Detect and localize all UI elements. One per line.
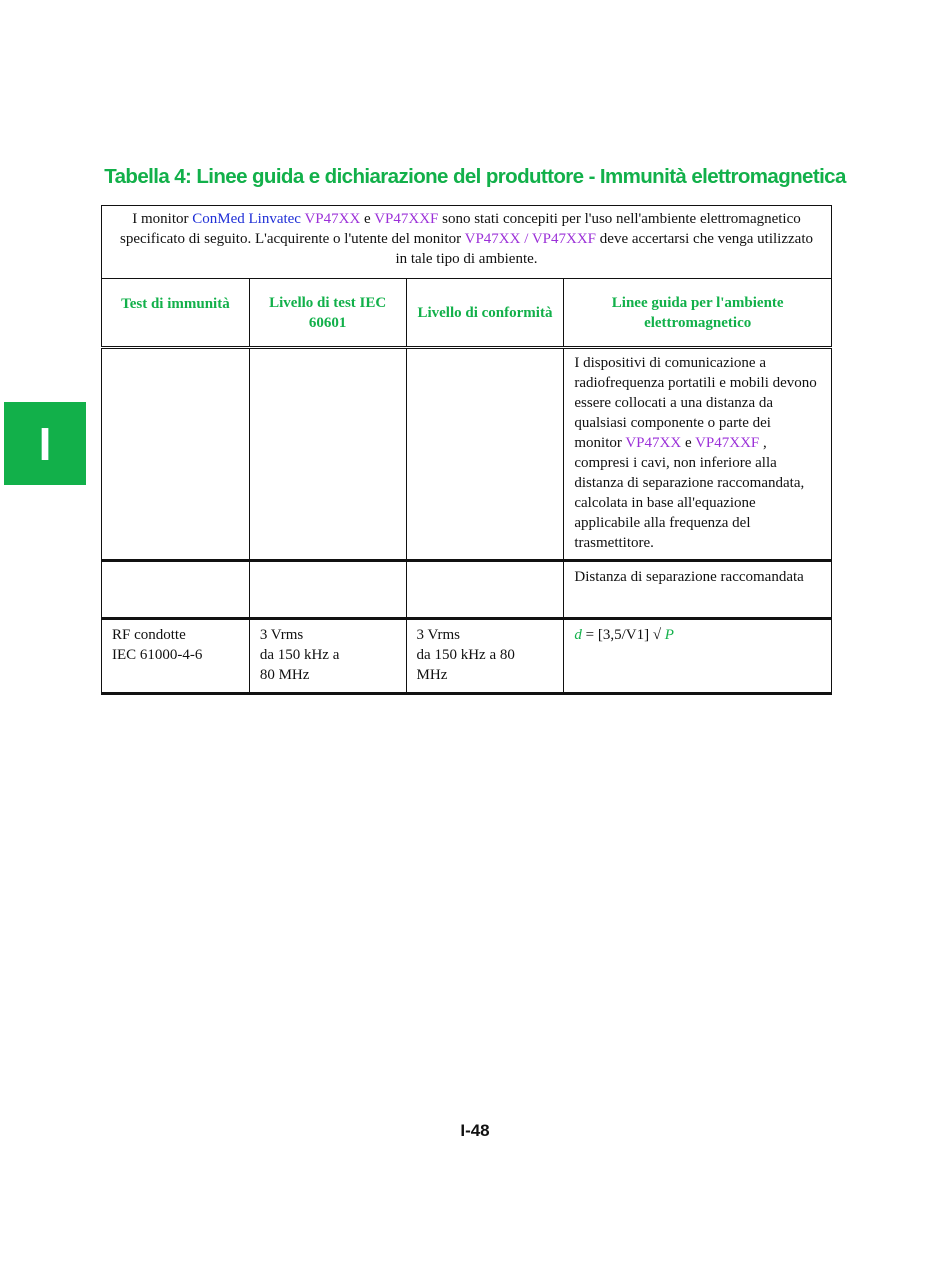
- section-tab-marker: I: [4, 402, 86, 485]
- rf-compliance-cell: 3 Vrms da 150 kHz a 80 MHz: [406, 619, 564, 694]
- intro-text: I monitor: [132, 211, 193, 227]
- formula-d: d: [574, 627, 582, 643]
- model-vp47xxf: VP47XXF: [695, 435, 760, 451]
- empty-cell: [249, 348, 406, 561]
- emc-immunity-table: [101, 205, 832, 695]
- header-row: [102, 279, 832, 348]
- empty-cell: [102, 348, 250, 561]
- rf-test-cell: RF condotte IEC 61000-4-6: [102, 619, 250, 694]
- guidance-text-cell: I dispositivi di comunicazione a radiofrequenza portatili e mobili devono essere collocati a una distanza da qualsiasi componente o parte dei monitor VP47XX e VP47XXF , compresi i cavi, non inferiore alla distanza di separazione raccomandata, calcolata in base all'equazione applicabile alla frequenza del trasmettitore.: [564, 348, 832, 561]
- separation-row: [102, 561, 832, 619]
- sqrt-symbol: √: [652, 627, 662, 643]
- model-vp47xxf: VP47XXF: [374, 211, 439, 227]
- model-vp47xx: VP47XX: [304, 211, 361, 227]
- empty-cell: [406, 348, 564, 561]
- header-environment-guidance: Linee guida per l'ambiente elettromagnetico: [564, 279, 832, 348]
- guidance-row: [102, 348, 832, 561]
- intro-row: [102, 206, 832, 279]
- empty-cell: [406, 561, 564, 619]
- rf-conducted-row: [102, 619, 832, 694]
- separation-formula: d = [3,5/V1] √ P: [564, 619, 832, 694]
- header-immunity-test: Test di immunità: [102, 279, 250, 348]
- header-compliance-level: Livello di conformità: [406, 279, 564, 348]
- separation-distance-label: Distanza di separazione raccomandata: [564, 561, 832, 619]
- empty-cell: [102, 561, 250, 619]
- formula-p: P: [661, 627, 674, 643]
- page-title: Tabella 4: Linee guida e dichiarazione del produttore - Immunità elettromagnetica: [104, 165, 846, 188]
- page-number: I-48: [460, 1121, 490, 1140]
- header-iec-test-level: Livello di test IEC 60601: [249, 279, 406, 348]
- model-list: VP47XX / VP47XXF: [464, 231, 597, 247]
- model-vp47xx: VP47XX: [625, 435, 682, 451]
- intro-cell: I monitor ConMed Linvatec VP47XX e VP47XXF sono stati concepiti per l'uso nell'ambiente elettromagnetico specificato di seguito. L'acquirente o l'utente del monitor VP47XX / VP47XXF deve accertarsi che venga utilizzato in tale tipo di ambiente.: [102, 206, 832, 279]
- empty-cell: [249, 561, 406, 619]
- brand-name: ConMed Linvatec: [192, 211, 301, 227]
- rf-test-level-cell: 3 Vrms da 150 kHz a 80 MHz: [249, 619, 406, 694]
